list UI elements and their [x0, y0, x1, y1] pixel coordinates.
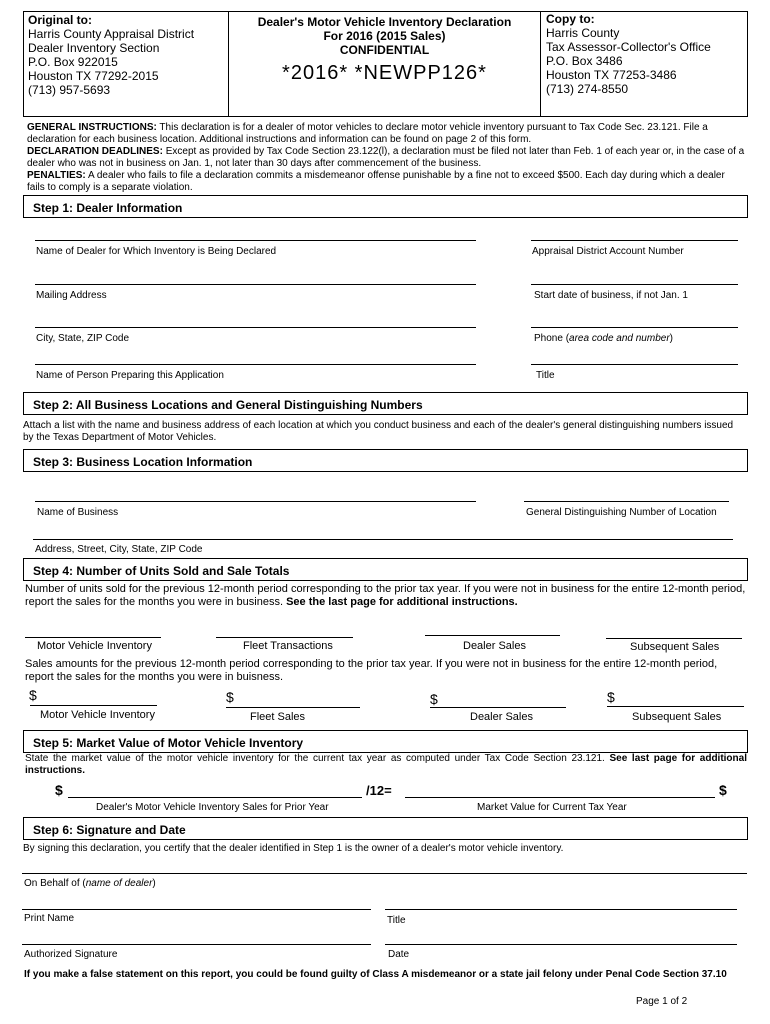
- business-name-line[interactable]: [35, 501, 476, 502]
- original-to-line: Dealer Inventory Section: [28, 41, 160, 55]
- date-label: Date: [388, 949, 410, 960]
- step5-text: State the market value of the motor vehicle inventory for the current tax year as computed under Tax Code Section 23.121. See last page for additional instructions.: [25, 753, 747, 776]
- step1-header: [23, 195, 748, 218]
- confidential-label: CONFIDENTIAL: [339, 43, 430, 57]
- units-mvi-line[interactable]: [25, 637, 161, 638]
- page-number: Page 1 of 2: [636, 996, 688, 1007]
- sales-mvi-line[interactable]: [30, 705, 157, 706]
- units-dealer-label: Dealer Sales: [463, 640, 526, 652]
- dealer-name-label: Name of Dealer for Which Inventory is Being Declared: [36, 246, 277, 257]
- units-fleet-label: Fleet Transactions: [243, 640, 333, 652]
- general-instructions-label: GENERAL INSTRUCTIONS:: [27, 122, 157, 133]
- sales-mvi-currency: $: [29, 687, 37, 703]
- units-subsequent-label: Subsequent Sales: [630, 641, 720, 653]
- step3-header: [23, 449, 748, 472]
- general-instructions: GENERAL INSTRUCTIONS: This declaration is for a dealer of motor vehicles to declare motor vehicle inventory pursuant to Tax Code Sec. 23.121. File a declaration for each business location. Additional instructions and information can be found on page 2 of this form.: [27, 122, 708, 145]
- sales-dealer-line[interactable]: [430, 707, 566, 708]
- sales-dealer-label: Dealer Sales: [470, 711, 533, 723]
- step1-title: Step 1: Dealer Information: [33, 201, 183, 215]
- signer-title-label: Title: [387, 915, 406, 926]
- sales-subsequent-line[interactable]: [607, 706, 744, 707]
- start-date-line[interactable]: [531, 284, 738, 285]
- original-to-line: P.O. Box 922015: [28, 55, 118, 69]
- location-address-label: Address, Street, City, State, ZIP Code: [35, 544, 203, 555]
- print-name-line[interactable]: [22, 909, 371, 910]
- prior-year-sales-label: Dealer's Motor Vehicle Inventory Sales for Prior Year: [96, 802, 329, 813]
- copy-to-line: P.O. Box 3486: [546, 54, 623, 68]
- preparer-name-label: Name of Person Preparing this Application: [36, 370, 224, 381]
- account-number-line[interactable]: [531, 240, 738, 241]
- step6-text: By signing this declaration, you certify that the dealer identified in Step 1 is the owner of a dealer's motor vehicle inventory.: [23, 843, 564, 854]
- copy-to-line: (713) 274-8550: [546, 82, 629, 96]
- units-text: Number of units sold for the previous 12-month period corresponding to the prior tax year. If you were not in business for the entire 12-month period, report the sales for the months you were in business. See the last page for additional instructions.: [25, 583, 746, 608]
- copy-to-title: Copy to:: [546, 12, 595, 26]
- city-state-zip-label: City, State, ZIP Code: [36, 333, 130, 344]
- step2-header: [23, 392, 748, 415]
- units-subsequent-line[interactable]: [606, 638, 742, 639]
- prior-year-sales-line[interactable]: [68, 797, 362, 798]
- gdn-label: General Distinguishing Number of Location: [526, 507, 717, 518]
- barcode-text: *2016* *NEWPP126*: [282, 62, 487, 84]
- penalties: PENALTIES: A dealer who fails to file a declaration commits a misdemeanor offense punishable by a fine not to exceed $500. Each day during which a dealer fails to comply is a separate violation.: [27, 170, 725, 193]
- step2-title: Step 2: All Business Locations and General Distinguishing Numbers: [33, 398, 423, 412]
- units-mvi-label: Motor Vehicle Inventory: [37, 640, 152, 652]
- step4-header: [23, 558, 748, 581]
- original-to-line: (713) 957-5693: [28, 83, 111, 97]
- mailing-address-line[interactable]: [35, 284, 476, 285]
- units-dealer-line[interactable]: [425, 635, 560, 636]
- signer-title-line[interactable]: [385, 909, 737, 910]
- sales-dealer-currency: $: [430, 691, 438, 707]
- print-name-label: Print Name: [24, 913, 75, 924]
- copy-to-line: Houston TX 77253-3486: [546, 68, 677, 82]
- original-to-line: Houston TX 77292-2015: [28, 69, 159, 83]
- gdn-line[interactable]: [524, 501, 729, 502]
- phone-line[interactable]: [531, 327, 738, 328]
- false-statement-warning: If you make a false statement on this report, you could be found guilty of Class A misdemeanor or a state jail felony under Penal Code Section 37.10: [24, 969, 727, 980]
- step3-title: Step 3: Business Location Information: [33, 455, 253, 469]
- dealer-name-line[interactable]: [35, 240, 476, 241]
- date-line[interactable]: [385, 944, 737, 945]
- signature-line[interactable]: [22, 944, 371, 945]
- behalf-of-line[interactable]: [22, 873, 747, 874]
- account-number-label: Appraisal District Account Number: [532, 246, 684, 257]
- market-value-right-currency: $: [719, 782, 727, 798]
- divide-by-twelve: /12=: [366, 783, 392, 798]
- step2-text: Attach a list with the name and business address of each location at which you conduct business and each of the dealer's general distinguishing numbers issued by the Texas Department of Motor Vehicles.: [23, 420, 734, 443]
- units-fleet-line[interactable]: [216, 637, 353, 638]
- header-divider-right: [540, 11, 541, 117]
- behalf-of-label: On Behalf of (name of dealer): [24, 878, 156, 889]
- declaration-deadlines: DECLARATION DEADLINES: Except as provided by Tax Code Section 23.122(l), a declaration must be filed not later than Feb. 1 of each year or, in the case of a dealer who was not in business on Jan. 1, not later than 30 days after commencement of the business.: [27, 146, 745, 169]
- penalties-label: PENALTIES:: [27, 170, 86, 181]
- business-name-label: Name of Business: [37, 507, 119, 518]
- step6-header: [23, 817, 748, 840]
- market-value-line[interactable]: [405, 797, 715, 798]
- instructions-block: [27, 122, 745, 194]
- mailing-address-label: Mailing Address: [36, 290, 107, 301]
- city-state-zip-line[interactable]: [35, 327, 476, 328]
- original-to-title: Original to:: [28, 13, 92, 27]
- preparer-name-line[interactable]: [35, 364, 476, 365]
- sales-fleet-currency: $: [226, 689, 234, 705]
- form-title: Dealer's Motor Vehicle Inventory Declaration: [257, 15, 512, 29]
- sales-fleet-label: Fleet Sales: [250, 711, 306, 723]
- sales-subsequent-label: Subsequent Sales: [632, 711, 722, 723]
- form-year: For 2016 (2015 Sales): [323, 29, 446, 43]
- sales-text: Sales amounts for the previous 12-month period corresponding to the prior tax year. If you were not in business for the entire 12-month period, report the sales for the months you were in buisness.: [25, 658, 718, 683]
- step6-title: Step 6: Signature and Date: [33, 823, 186, 837]
- market-value-label: Market Value for Current Tax Year: [477, 802, 627, 813]
- preparer-title-label: Title: [536, 370, 555, 381]
- sales-subsequent-currency: $: [607, 689, 615, 705]
- preparer-title-line[interactable]: [531, 364, 738, 365]
- start-date-label: Start date of business, if not Jan. 1: [534, 290, 688, 301]
- phone-label: Phone (area code and number): [534, 333, 673, 344]
- copy-to-line: Harris County: [546, 26, 620, 40]
- copy-to-line: Tax Assessor-Collector's Office: [546, 40, 711, 54]
- deadlines-label: DECLARATION DEADLINES:: [27, 146, 163, 157]
- form-title-block: [229, 15, 540, 57]
- sales-mvi-label: Motor Vehicle Inventory: [40, 709, 155, 721]
- original-to-line: Harris County Appraisal District: [28, 27, 195, 41]
- market-value-left-currency: $: [55, 782, 63, 798]
- step5-header: [23, 730, 748, 753]
- copy-to-block: [546, 12, 744, 96]
- step5-title: Step 5: Market Value of Motor Vehicle Inventory: [33, 736, 304, 750]
- location-address-line[interactable]: [33, 539, 733, 540]
- signature-label: Authorized Signature: [24, 949, 118, 960]
- sales-fleet-line[interactable]: [226, 707, 360, 708]
- step4-title: Step 4: Number of Units Sold and Sale Totals: [33, 564, 290, 578]
- original-to-block: [28, 13, 224, 97]
